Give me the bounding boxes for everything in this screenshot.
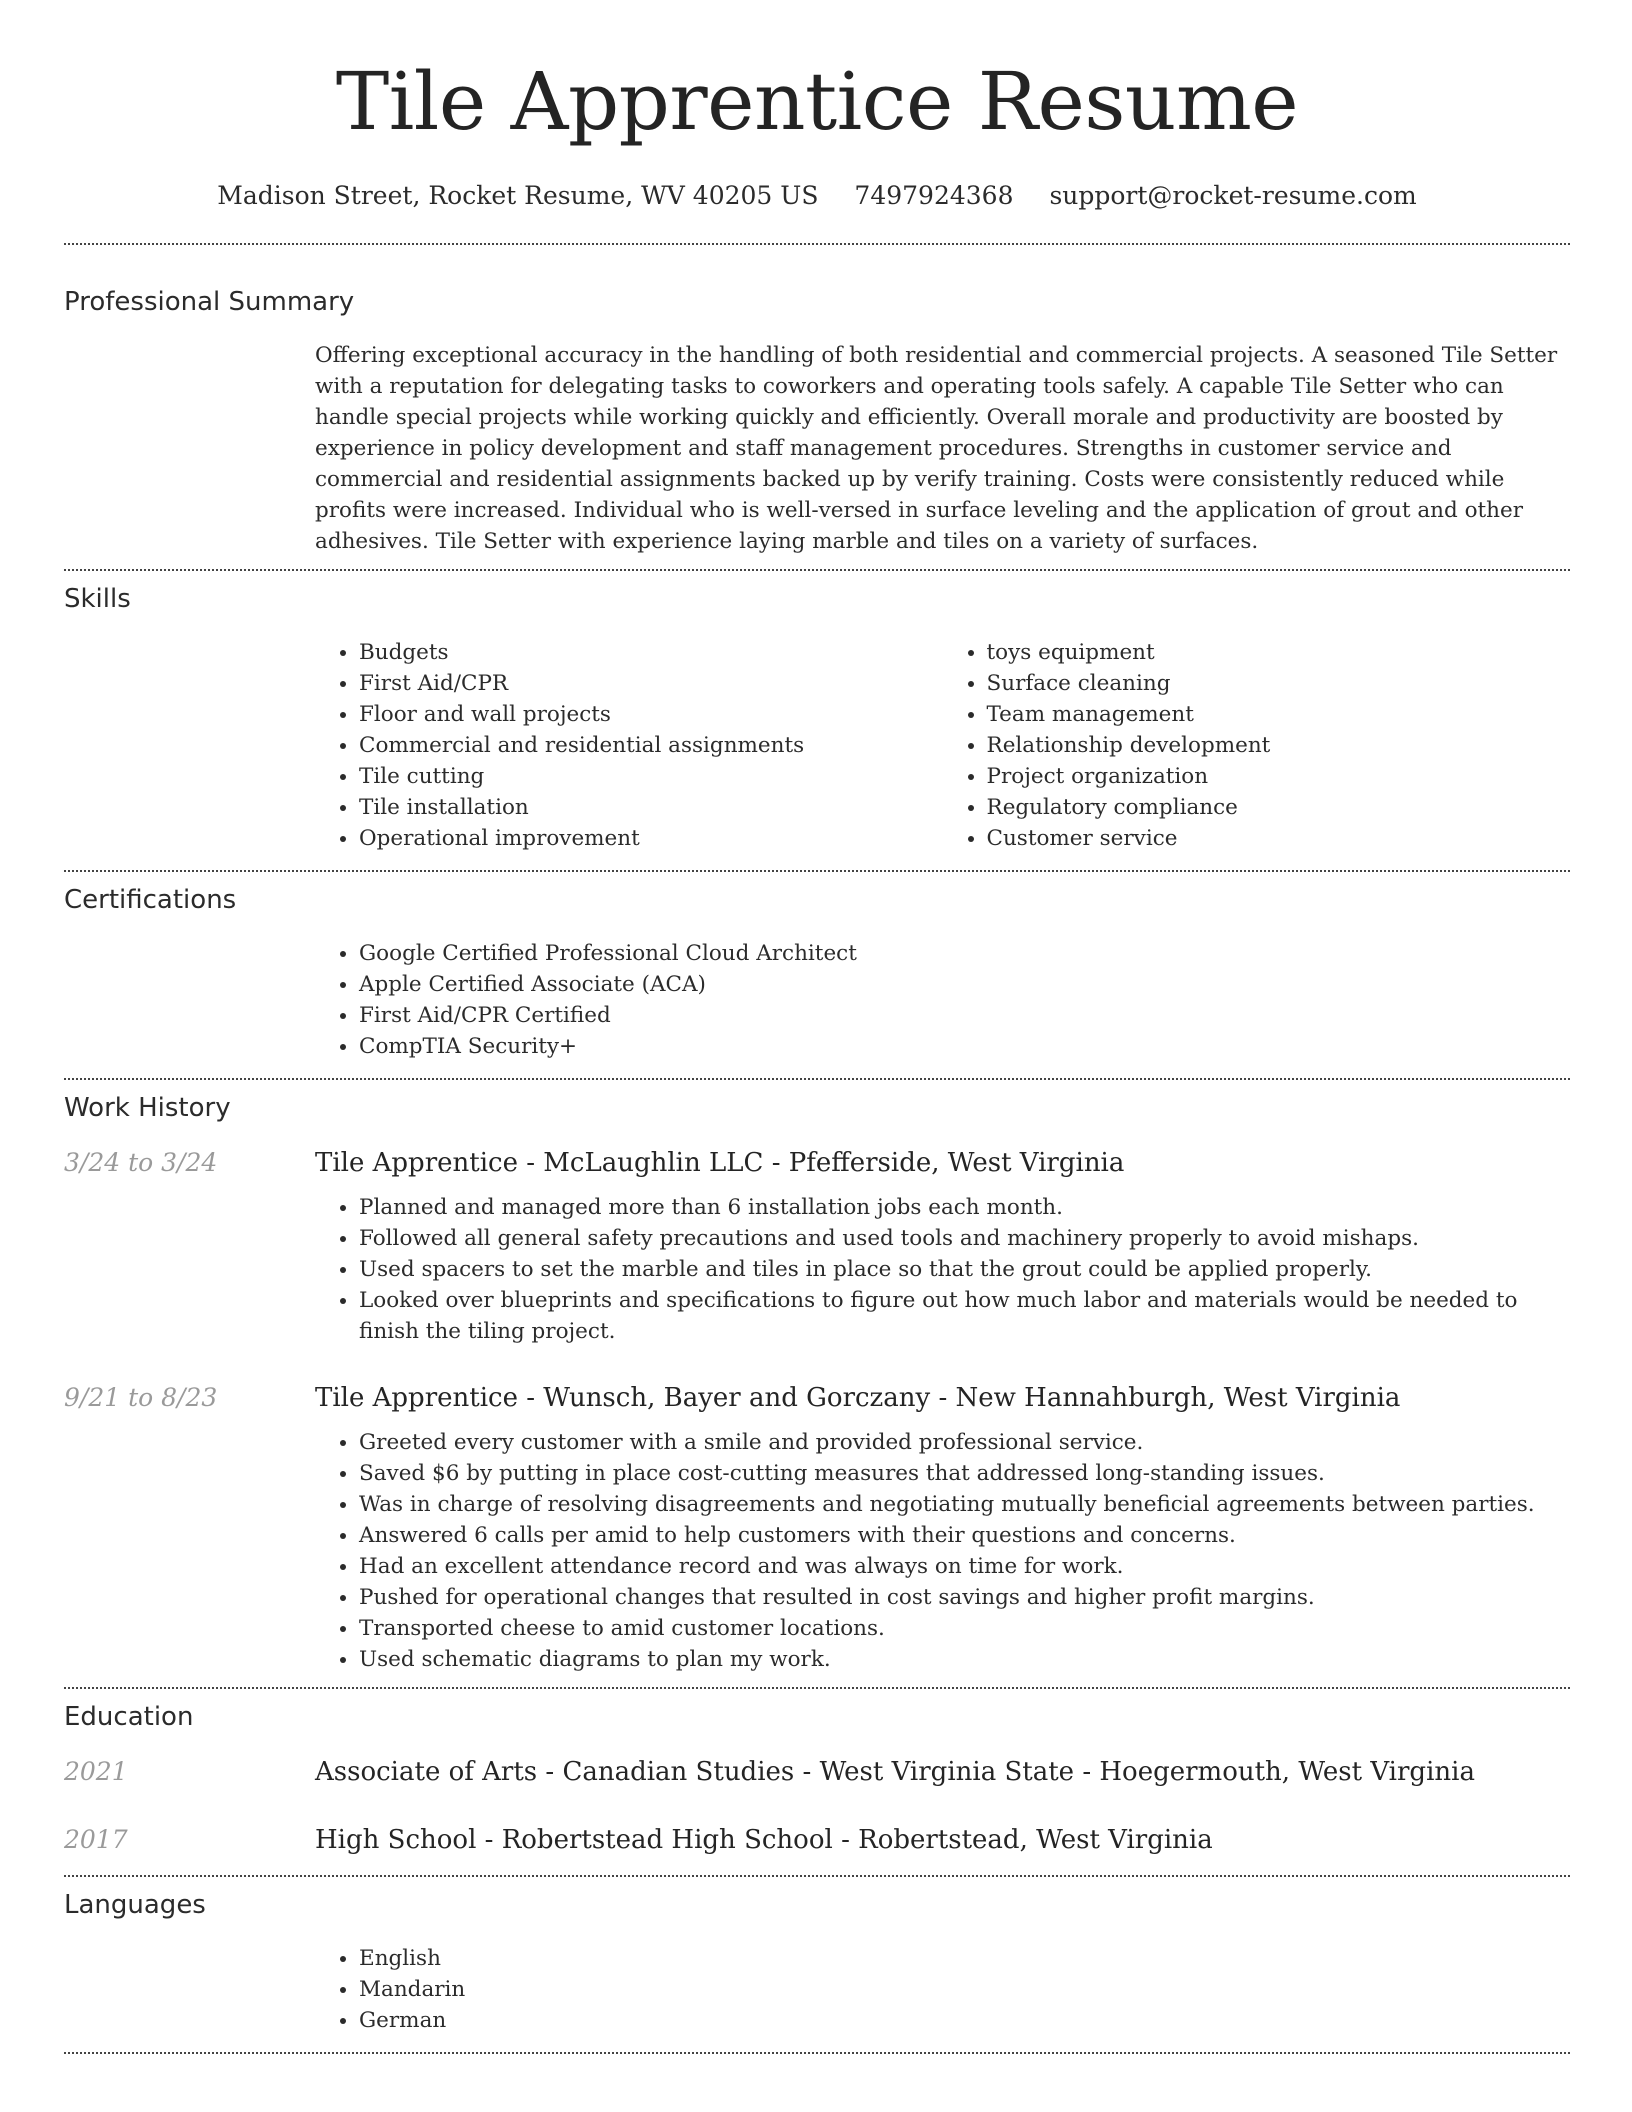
skills-list-right <box>943 637 1571 854</box>
education-detail: Associate of Arts - Canadian Studies - West Virginia State - Hoegermouth, West Virginia <box>315 1757 1475 1787</box>
job-bullet: • Saved $6 by putting in place cost-cutting measures that addressed long-standing issues. <box>359 1458 1559 1489</box>
resume-page <box>64 0 1570 2054</box>
job-bullet: • Transported cheese to amid customer locations. <box>359 1613 1559 1644</box>
languages-list <box>315 1943 1570 2036</box>
certification-item: • Google Certified Professional Cloud Architect <box>359 938 1570 969</box>
job-entry <box>64 1381 1570 1675</box>
job-duties <box>315 1427 1570 1675</box>
job-entry <box>64 1146 1570 1347</box>
job-bullets <box>315 1427 1559 1675</box>
job-dates: 3/24 to 3/24 <box>64 1148 218 1177</box>
skills-columns <box>315 637 1570 854</box>
skills-section <box>64 571 1570 854</box>
job-bullet: • Planned and managed more than 6 installation jobs each month. <box>359 1192 1559 1223</box>
skill-item: • Tile cutting <box>359 761 943 792</box>
languages-heading: Languages <box>64 1890 206 1920</box>
certifications-section <box>64 872 1570 1062</box>
contact-phone: 7497924368 <box>854 181 1014 210</box>
skill-item: • Budgets <box>359 637 943 668</box>
certifications-content <box>315 938 1570 1062</box>
certification-item: • First Aid/CPR Certified <box>359 1000 1570 1031</box>
education-year: 2021 <box>64 1757 128 1786</box>
job-duties <box>315 1192 1570 1347</box>
job-title: Tile Apprentice - Wunsch, Bayer and Gorczany - New Hannahburgh, West Virginia <box>315 1383 1401 1413</box>
education-entry <box>64 1755 1570 1789</box>
job-bullet: • Used spacers to set the marble and tiles in place so that the grout could be applied properly. <box>359 1254 1559 1285</box>
job-bullet: • Looked over blueprints and specifications to figure out how much labor and materials would be needed to finish the tiling project. <box>359 1285 1559 1347</box>
skill-item: • Relationship development <box>987 730 1571 761</box>
languages-section <box>64 1877 1570 2036</box>
job-bullet: • Was in charge of resolving disagreements and negotiating mutually beneficial agreements between parties. <box>359 1489 1559 1520</box>
skill-item: • Project organization <box>987 761 1571 792</box>
job-bullet: • Used schematic diagrams to plan my work. <box>359 1644 1559 1675</box>
work-section <box>64 1080 1570 1675</box>
job-header <box>64 1146 1570 1180</box>
contact-address: Madison Street, Rocket Resume, WV 40205 US <box>217 181 819 210</box>
certifications-list <box>315 938 1570 1062</box>
skill-item: • Commercial and residential assignments <box>359 730 943 761</box>
contact-line <box>64 180 1570 212</box>
skill-item: • Operational improvement <box>359 823 943 854</box>
job-bullet: • Pushed for operational changes that resulted in cost savings and higher profit margins. <box>359 1582 1559 1613</box>
education-heading: Education <box>64 1702 194 1732</box>
job-bullet: • Greeted every customer with a smile and provided professional service. <box>359 1427 1559 1458</box>
skills-heading: Skills <box>64 584 131 614</box>
skill-item: • Surface cleaning <box>987 668 1571 699</box>
skill-item: • First Aid/CPR <box>359 668 943 699</box>
skill-item: • Customer service <box>987 823 1571 854</box>
language-item: • Mandarin <box>359 1974 1570 2005</box>
skill-item: • Floor and wall projects <box>359 699 943 730</box>
summary-section <box>64 245 1570 557</box>
work-heading: Work History <box>64 1093 231 1123</box>
skill-item: • Team management <box>987 699 1571 730</box>
job-title: Tile Apprentice - McLaughlin LLC - Pfefferside, West Virginia <box>315 1148 1125 1178</box>
language-item: • English <box>359 1943 1570 1974</box>
education-entry <box>64 1823 1570 1857</box>
education-detail: High School - Robertstead High School - Robertstead, West Virginia <box>315 1825 1213 1855</box>
job-bullet: • Answered 6 calls per amid to help customers with their questions and concerns. <box>359 1520 1559 1551</box>
education-section <box>64 1689 1570 1857</box>
education-year: 2017 <box>64 1825 128 1854</box>
resume-title: Tile Apprentice Resume <box>335 55 1299 148</box>
certifications-heading: Certifications <box>64 885 237 915</box>
skills-list-left <box>315 637 943 854</box>
skill-item: • toys equipment <box>987 637 1571 668</box>
summary-text: Offering exceptional accuracy in the handling of both residential and commercial projects. A seasoned Tile Setter with a reputation for delegating tasks to coworkers and operating tools safely. A capable Tile Setter who can handle special projects while working quickly and efficiently. Overall morale and productivity are boosted by experience in policy development and staff management procedures. Strengths in customer service and commercial and residential assignments backed up by verify training. Costs were consistently reduced while profits were increased. Individual who is well-versed in surface leveling and the application of grout and other adhesives. Tile Setter with experience laying marble and tiles on a variety of surfaces. <box>315 343 1558 554</box>
languages-content <box>315 1943 1570 2036</box>
skill-item: • Tile installation <box>359 792 943 823</box>
certification-item: • CompTIA Security+ <box>359 1031 1570 1062</box>
job-dates: 9/21 to 8/23 <box>64 1383 218 1412</box>
contact-email: support@rocket-resume.com <box>1049 181 1417 210</box>
job-bullet: • Had an excellent attendance record and was always on time for work. <box>359 1551 1559 1582</box>
skill-item: • Regulatory compliance <box>987 792 1571 823</box>
language-item: • German <box>359 2005 1570 2036</box>
summary-heading: Professional Summary <box>64 287 355 317</box>
certification-item: • Apple Certified Associate (ACA) <box>359 969 1570 1000</box>
job-bullet: • Followed all general safety precautions and used tools and machinery properly to avoid mishaps. <box>359 1223 1559 1254</box>
job-bullets <box>315 1192 1559 1347</box>
divider <box>64 2052 1570 2054</box>
job-header <box>64 1381 1570 1415</box>
